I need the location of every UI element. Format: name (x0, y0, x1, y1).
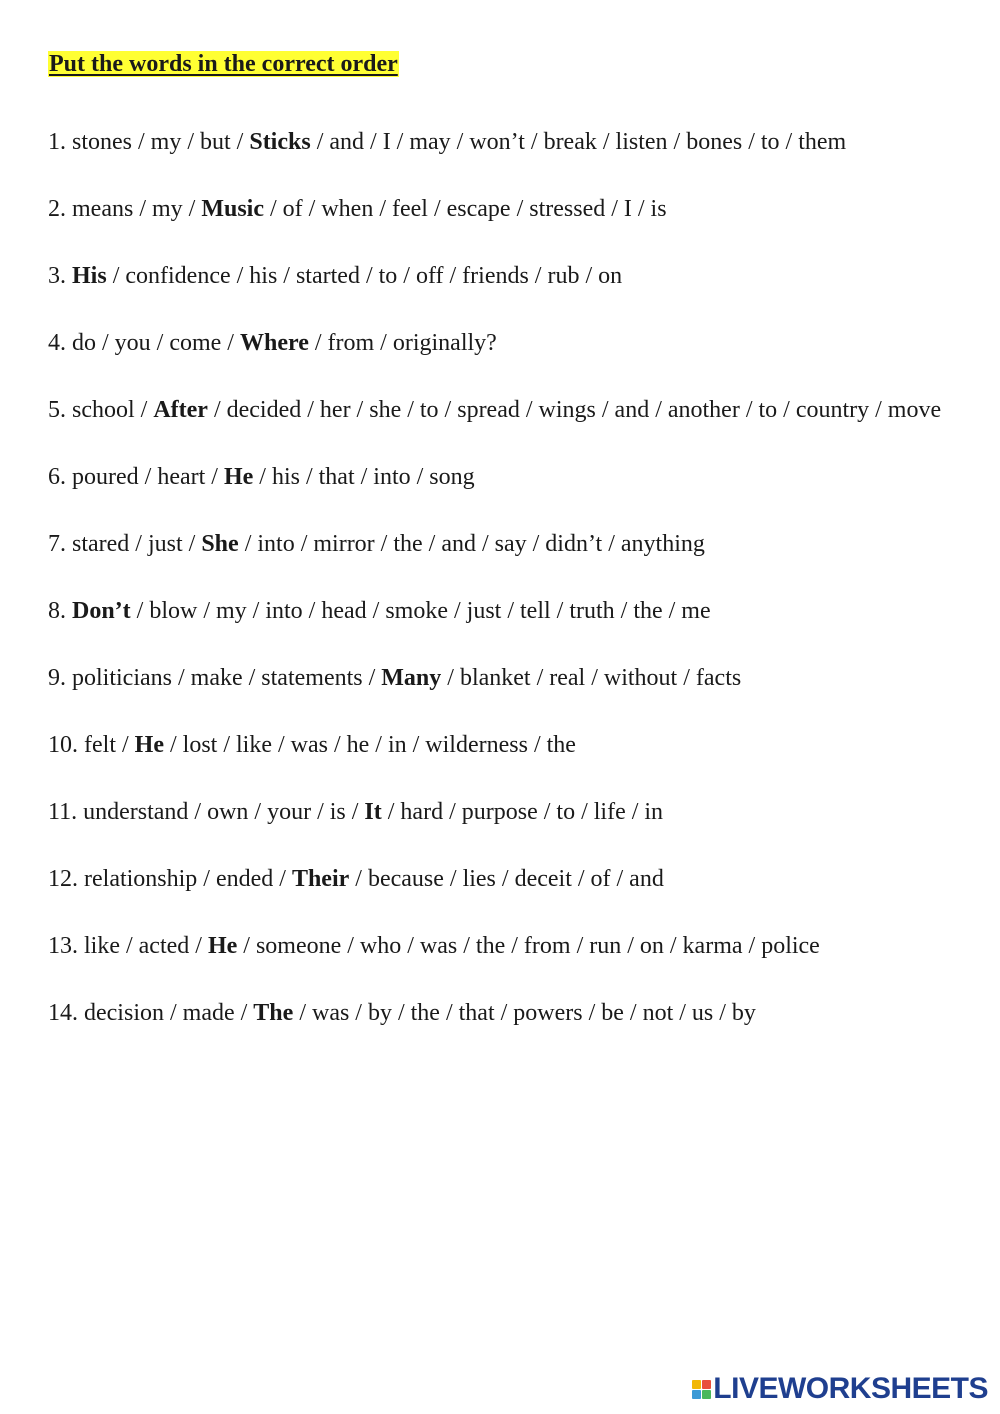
exercise-item (48, 394, 960, 427)
liveworksheets-logo (692, 1372, 988, 1406)
item-words-after: / decided / her / she / to / spread / wings / and / another / to / country / move (207, 397, 942, 423)
item-words-after: / and / I / may / won’t / break / listen / bones / to / them (310, 129, 847, 155)
item-words-after: / someone / who / was / the / from / run / on / karma / police (237, 933, 820, 959)
liveworksheets-logo-mark (692, 1380, 711, 1399)
item-first-word: He (134, 732, 164, 758)
exercise-item (48, 863, 960, 896)
exercise-list (48, 126, 960, 1064)
item-words-before: felt / (84, 732, 135, 758)
item-first-word: Many (381, 665, 442, 691)
item-words-before: means / my / (72, 196, 202, 222)
exercise-item (48, 930, 960, 963)
exercise-item (48, 662, 960, 695)
exercise-item (48, 595, 960, 628)
item-words-after: / hard / purpose / to / life / in (381, 799, 664, 825)
item-words-after: / his / that / into / song (253, 464, 475, 490)
exercise-item (48, 260, 960, 293)
item-number: 4. (48, 330, 66, 356)
logo-square (692, 1390, 701, 1399)
logo-square (702, 1380, 711, 1389)
item-first-word: He (207, 933, 238, 959)
item-first-word: Their (291, 866, 350, 892)
exercise-item (48, 528, 960, 561)
page-title-text: Put the words in the correct order (49, 51, 398, 77)
item-first-word: He (223, 464, 254, 490)
item-number: 2. (48, 196, 66, 222)
exercise-item (48, 796, 960, 829)
item-words-after: / was / by / the / that / powers / be / not / us / by (293, 1000, 756, 1026)
exercise-item (48, 729, 960, 762)
page-title (48, 49, 399, 79)
item-first-word: The (253, 1000, 294, 1026)
item-first-word: Where (239, 330, 309, 356)
liveworksheets-logo-text: LIVEWORKSHEETS (713, 1372, 988, 1405)
item-words-after: / because / lies / deceit / of / and (349, 866, 664, 892)
item-words-after: / from / originally? (308, 330, 497, 356)
item-words-after: / lost / like / was / he / in / wilderness / the (163, 732, 576, 758)
item-number: 1. (48, 129, 66, 155)
item-number: 13. (48, 933, 78, 959)
item-number: 9. (48, 665, 66, 691)
exercise-item (48, 126, 960, 159)
item-words-before: stared / just / (72, 531, 202, 557)
item-number: 3. (48, 263, 66, 289)
item-number: 7. (48, 531, 66, 557)
item-words-before: like / acted / (84, 933, 208, 959)
item-first-word: She (201, 531, 239, 557)
item-first-word: It (364, 799, 382, 825)
logo-square (702, 1390, 711, 1399)
logo-square (692, 1380, 701, 1389)
item-number: 14. (48, 1000, 78, 1026)
item-words-after: / into / mirror / the / and / say / didn’t / anything (238, 531, 705, 557)
item-words-before: do / you / come / (72, 330, 240, 356)
item-first-word: Sticks (249, 129, 311, 155)
exercise-item (48, 193, 960, 226)
exercise-item (48, 327, 960, 360)
item-first-word: After (153, 397, 208, 423)
item-words-after: / confidence / his / started / to / off / friends / rub / on (106, 263, 623, 289)
item-words-before: stones / my / but / (72, 129, 250, 155)
item-number: 5. (48, 397, 66, 423)
exercise-item (48, 997, 960, 1030)
item-number: 8. (48, 598, 66, 624)
item-words-before: poured / heart / (72, 464, 224, 490)
item-number: 12. (48, 866, 78, 892)
item-number: 11. (48, 799, 78, 825)
item-words-before: politicians / make / statements / (72, 665, 382, 691)
exercise-item (48, 461, 960, 494)
item-words-after: / blow / my / into / head / smoke / just / tell / truth / the / me (130, 598, 711, 624)
item-words-before: decision / made / (84, 1000, 254, 1026)
item-first-word: Music (201, 196, 264, 222)
item-words-after: / blanket / real / without / facts (441, 665, 742, 691)
item-words-before: relationship / ended / (84, 866, 292, 892)
item-number: 6. (48, 464, 66, 490)
item-words-before: understand / own / your / is / (83, 799, 365, 825)
item-first-word: Don’t (72, 598, 131, 624)
item-first-word: His (72, 263, 107, 289)
item-words-before: school / (72, 397, 154, 423)
item-number: 10. (48, 732, 78, 758)
item-words-after: / of / when / feel / escape / stressed / I / is (264, 196, 667, 222)
